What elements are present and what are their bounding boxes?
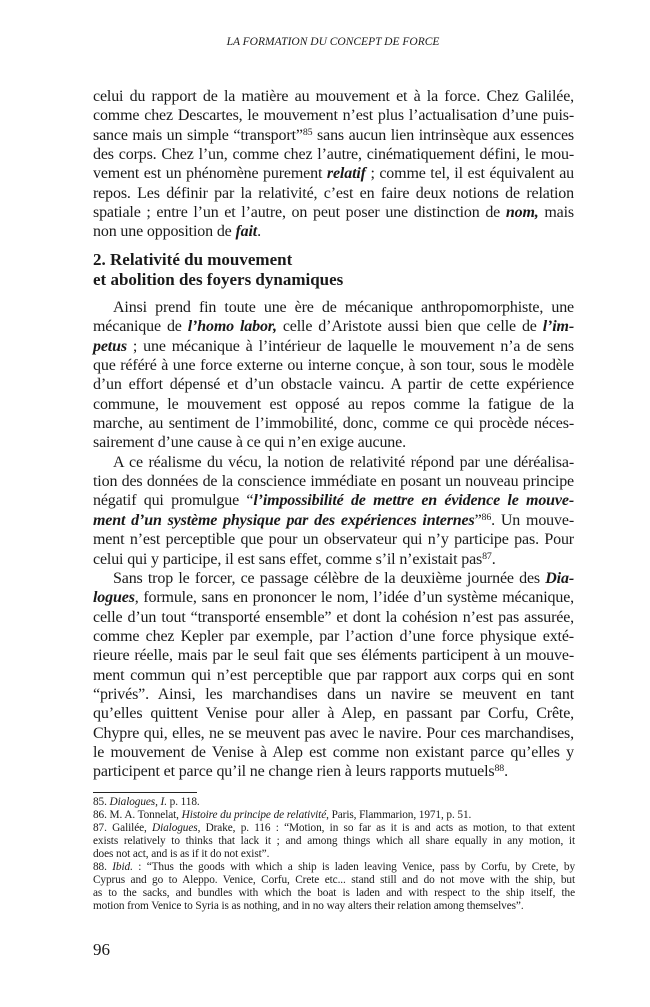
text-run: rieure réelle, mais par le seul fait que ses éléments participent à un mouve-	[93, 647, 574, 665]
emphasis-text: l’impossibilité de mettre en évidence le mouve-	[253, 492, 574, 510]
text-run: A ce réalisme du vécu, la notion de relativité répond par une déréalisa-	[113, 453, 574, 471]
text-run: : “Thus the goods with which a ship is laden leaving Venice, pass by Corfu, by Crete, by	[132, 861, 576, 873]
text-run: sans aucun lien intrinsèque aux essences	[312, 126, 574, 144]
text-run: négatif qui promulgue “	[93, 492, 254, 510]
paragraph-4	[93, 569, 574, 782]
emphasis-text: nom,	[505, 204, 539, 222]
text-line	[93, 337, 574, 356]
text-run: des corps. Chez l’un, comme chez l’autre, cinématiquement défini, le mou-	[93, 146, 574, 164]
text-line	[93, 395, 574, 414]
emphasis-text: logues	[93, 589, 135, 607]
text-run: celui qui y participe, il est sans effet, comme s’il n’existait pas	[93, 550, 483, 568]
text-run: Cyprus and go to Aleppo. Venice, Corfu, Crete etc... stand still and do not move with the ship, but	[93, 874, 575, 886]
text-run: .	[257, 223, 261, 241]
footnote-line	[93, 861, 575, 874]
text-run: , Paris, Flammarion, 1971, p. 51.	[326, 809, 472, 821]
text-run: que référé à une force externe ou interne conçue, à son tour, sous le modèle	[93, 357, 574, 375]
emphasis-text: Histoire du principe de relativité	[181, 809, 327, 821]
text-line	[93, 106, 574, 125]
text-run: exists relatively to thinks that lack it ; and among things which all share equally in any motion, it	[93, 835, 575, 847]
text-line	[93, 550, 574, 569]
text-line	[93, 356, 574, 375]
emphasis-text: Dialogues	[152, 822, 198, 834]
text-run: d’un effort dépensé et d’un obstacle vaincu. A partir de cette expérience	[93, 376, 574, 394]
text-line	[93, 588, 574, 607]
text-run: Ainsi prend fin toute une ère de mécanique anthropomorphiste, une	[113, 299, 574, 316]
text-run: , Drake, p. 116 : “Motion, in so far as it is and acts as motion, to that extent	[197, 822, 575, 834]
section-heading-line-1: 2. Relativité du mouvement	[93, 250, 293, 269]
text-run: ment commun qui n’est perceptible que par rapport aux corps qui en sont	[93, 666, 574, 684]
text-line	[93, 704, 574, 723]
text-run: participent et parce qu’il ne change rien à leurs rapports mutuels	[93, 763, 495, 781]
text-run: celle d’Aristote aussi bien que celle de	[276, 318, 543, 336]
text-run: le mouvement de Venise à Alep est comme non existant parce qu’elles y	[93, 743, 574, 761]
emphasis-text: Dialogues, I.	[109, 796, 167, 808]
section-heading	[93, 250, 343, 290]
text-run: ment n’est perceptible que pour un observateur qui n’y participe pas. Pour	[93, 531, 574, 549]
text-run: spatiale ; entre l’un et l’autre, on peut poser une distinction de	[93, 204, 506, 222]
text-line	[93, 472, 574, 491]
text-run: does not act, and is as if it do not exist”.	[93, 848, 270, 860]
footnote-line	[93, 887, 575, 900]
text-run: . Un mouve-	[491, 511, 575, 529]
footnote-ref: 86	[481, 511, 492, 523]
text-line	[93, 433, 574, 452]
footnotes	[93, 796, 575, 913]
text-run: .	[504, 763, 508, 781]
text-line	[93, 164, 574, 183]
footnote-ref: 85	[302, 126, 313, 138]
text-run: Sans trop le forcer, ce passage célèbre de la deuxième journée des	[113, 569, 546, 587]
text-line	[93, 762, 574, 781]
text-run: non une opposition de	[93, 223, 236, 241]
text-run: celle d’un tout “transporté ensemble” et dont la cohésion n’est pas assurée,	[93, 608, 574, 626]
text-line	[93, 743, 574, 762]
text-line	[93, 126, 574, 145]
emphasis-text: relatif	[326, 165, 366, 183]
footnote-separator	[93, 792, 197, 793]
text-run: 85.	[93, 796, 110, 808]
text-line	[93, 203, 574, 222]
text-run: 87. Galilée,	[93, 822, 153, 834]
emphasis-text: Ibid.	[112, 861, 133, 873]
text-run: motion from Venice to Syria is as nothing, and in no way alters their relation among themselves”.	[93, 900, 524, 912]
text-line	[93, 530, 574, 549]
text-line	[93, 724, 574, 743]
text-run: mais	[538, 204, 574, 222]
text-run: repos. Les définir par la relativité, c’est en faire deux notions de relation	[93, 184, 574, 202]
text-run: .	[491, 550, 496, 568]
text-run: 88.	[93, 861, 113, 873]
emphasis-text: petus	[93, 337, 127, 355]
footnote-ref: 87	[482, 550, 492, 562]
text-run: “privés”. Ainsi, les marchandises dans un navire se meuvent en tant	[93, 685, 574, 703]
section-heading-line-2: et abolition des foyers dynamiques	[93, 270, 344, 289]
footnote-line	[93, 809, 575, 822]
text-line	[93, 646, 574, 665]
text-line	[93, 298, 574, 317]
footnote-line	[93, 848, 575, 861]
text-line	[93, 685, 574, 704]
paragraph-3	[93, 453, 574, 569]
emphasis-text: fait	[235, 223, 258, 241]
text-run: Chypre qui, elles, ne se meuvent pas avec le navire. Pour ces marchandises,	[93, 724, 574, 742]
paragraph-2	[93, 298, 574, 453]
text-line	[93, 375, 574, 394]
text-line	[93, 511, 574, 530]
emphasis-text: Dia-	[545, 569, 574, 587]
text-run: marche, au sentiment de l’immobilité, donc, comme ce qui procède néces-	[93, 415, 574, 433]
text-line	[93, 608, 574, 627]
text-run: comme chez Kepler par exemple, par l’action d’une force physique exté-	[93, 627, 574, 645]
text-line	[93, 317, 574, 336]
text-run: , formule, sans en prononcer le nom, l’idée d’un système mécanique,	[134, 589, 574, 607]
footnote-line	[93, 874, 575, 887]
text-line	[93, 145, 574, 164]
text-run: comme chez Descartes, le mouvement n’est plus l’actualisation d’une puis-	[93, 107, 574, 125]
text-run: qu’elles quittent Venise pour aller à Alep, en passant par Corfu, Crête,	[93, 705, 574, 723]
text-line	[93, 627, 574, 646]
text-line	[93, 569, 574, 588]
text-line	[93, 87, 574, 106]
text-line	[93, 453, 574, 472]
paragraph-1	[93, 87, 574, 242]
emphasis-text: ment d’un système physique par des expériences internes	[93, 511, 475, 529]
emphasis-text: l’im-	[542, 318, 574, 336]
text-run: 86. M. A. Tonnelat,	[93, 809, 182, 821]
text-run: sance mais un simple “transport”	[93, 126, 303, 144]
text-run: sairement d’une cause à ce qui n’en exige aucune.	[93, 434, 406, 452]
text-line	[93, 414, 574, 433]
text-run: p. 118.	[166, 796, 200, 808]
text-line	[93, 666, 574, 685]
footnote-line	[93, 900, 575, 913]
text-run: as to the sacks, and bundles with which the boat is laden and with respect to the ship itself, the	[93, 887, 575, 899]
text-line	[93, 222, 574, 241]
text-run: ; une mécanique à l’intérieur de laquelle le mouvement n’a de sens	[126, 337, 574, 355]
emphasis-text: l’homo labor,	[187, 318, 277, 336]
text-run: ; comme tel, il est équivalent au	[365, 165, 574, 183]
footnote-line	[93, 835, 575, 848]
text-run: ”	[474, 511, 482, 529]
text-run: celui du rapport de la matière au mouvement et à la force. Chez Galilée,	[93, 88, 574, 105]
text-run: vement est un phénomène purement	[93, 165, 327, 183]
footnote-line	[93, 796, 575, 809]
text-line	[93, 184, 574, 203]
footnote-ref: 88	[494, 763, 505, 775]
text-run: mécanique de	[93, 318, 188, 336]
text-line	[93, 491, 574, 510]
running-header: LA FORMATION DU CONCEPT DE FORCE	[226, 36, 440, 48]
page-number: 96	[93, 940, 110, 959]
footnote-line	[93, 822, 575, 835]
text-run: tion des données de la conscience immédiate en posant un nouveau principe	[93, 473, 574, 491]
text-run: commune, le mouvement est opposé au repos comme la fatigue de la	[93, 395, 574, 413]
